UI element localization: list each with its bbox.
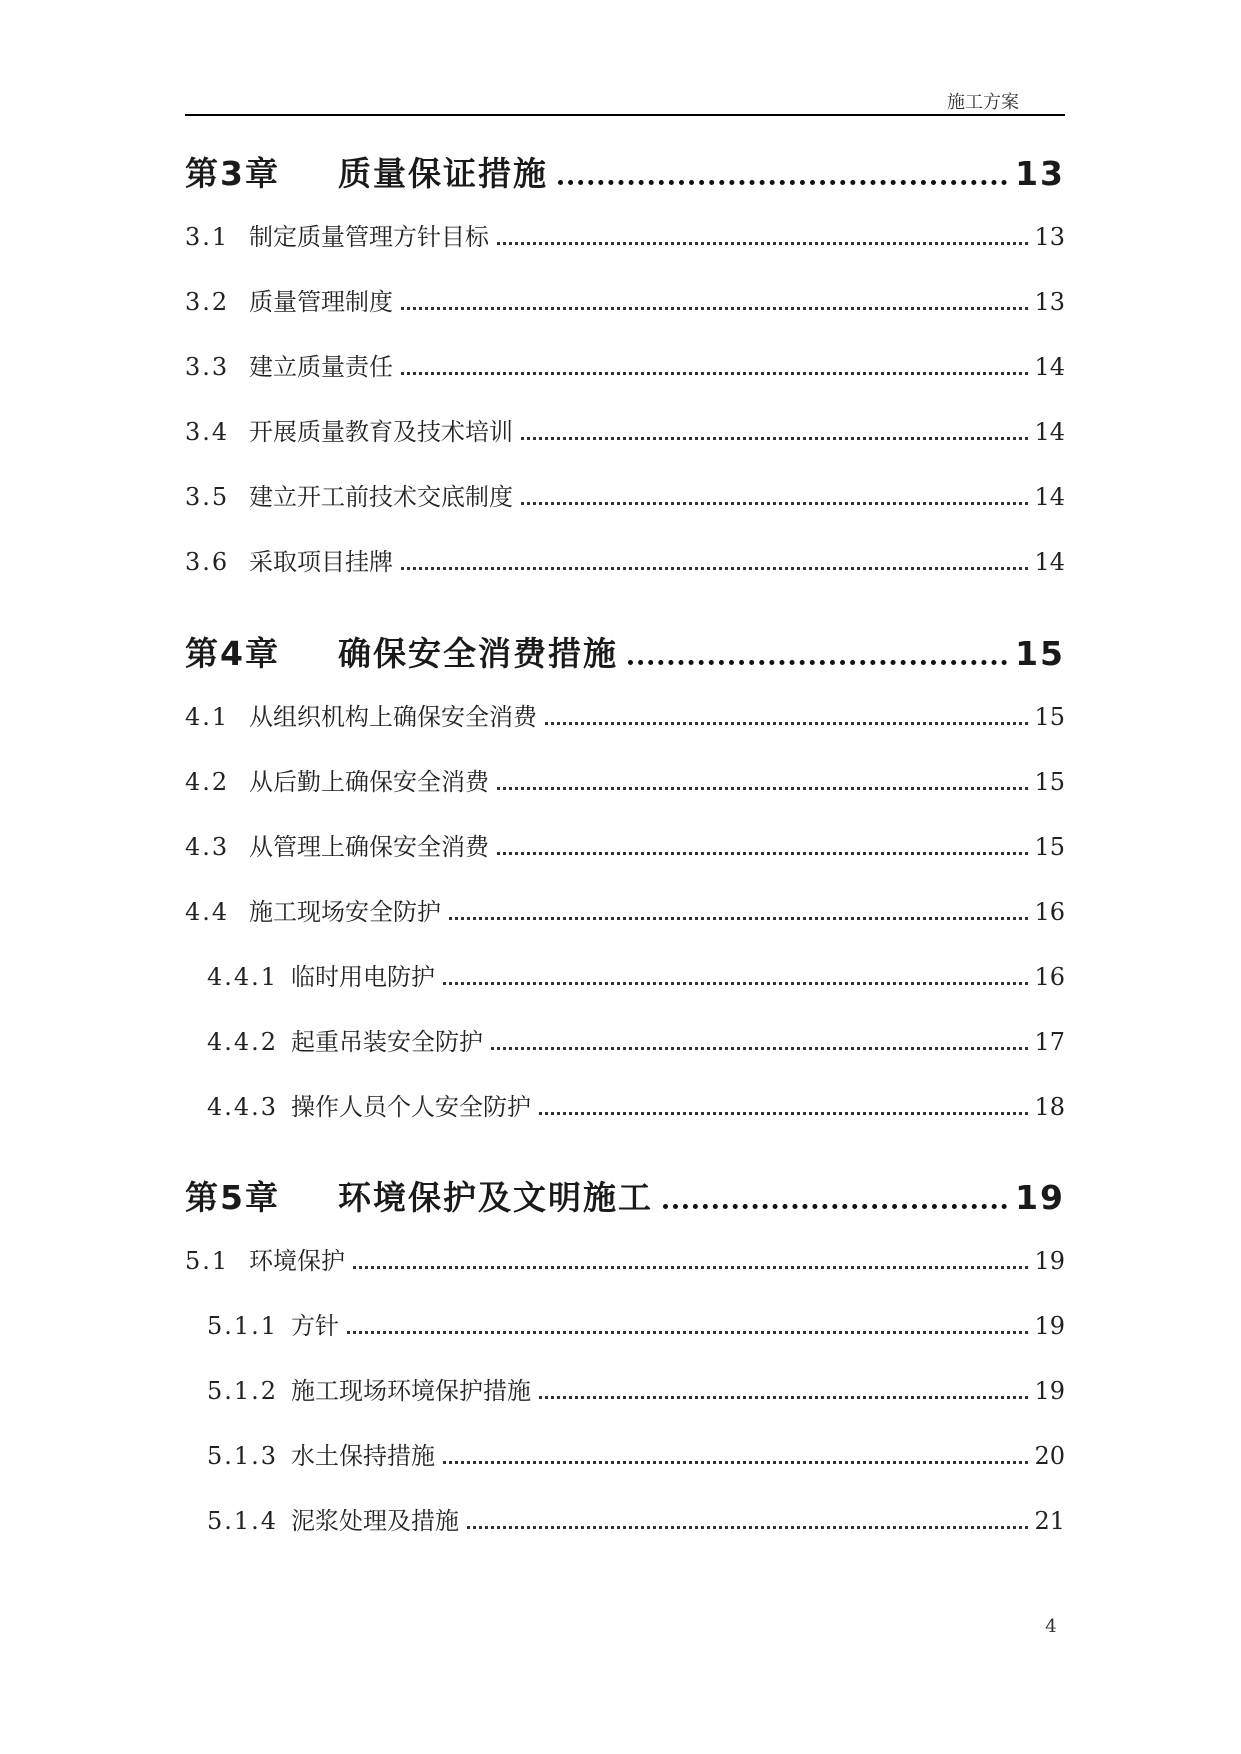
toc-section-3-4[interactable] — [185, 412, 1065, 447]
toc-title: 环境保护 — [249, 1247, 345, 1275]
toc-number: 3.4 — [185, 418, 230, 446]
toc-title: 施工现场环境保护措施 — [291, 1377, 531, 1405]
dot-leader — [497, 242, 1028, 245]
toc-page: 13 — [1034, 223, 1065, 251]
toc-title: 质量保证措施 — [337, 154, 548, 193]
toc-title: 确保安全消费措施 — [337, 634, 618, 673]
toc-number: 4.2 — [185, 768, 230, 796]
toc-number: 第4章 — [185, 634, 280, 673]
header-rule — [185, 114, 1065, 116]
toc-page: 14 — [1034, 353, 1065, 381]
dot-leader — [628, 660, 1007, 665]
toc-page: 19 — [1015, 1178, 1065, 1217]
toc-title: 从组织机构上确保安全消费 — [249, 703, 537, 731]
toc-title: 质量管理制度 — [249, 288, 393, 316]
toc-section-3-5[interactable] — [185, 477, 1065, 512]
toc-page: 13 — [1015, 154, 1065, 193]
toc-page: 15 — [1034, 833, 1065, 861]
toc-page: 14 — [1034, 548, 1065, 576]
dot-leader — [521, 437, 1028, 440]
toc-number: 4.4 — [185, 898, 230, 926]
toc-section-4-4[interactable] — [185, 892, 1065, 927]
toc-subsection-5-1-4[interactable] — [185, 1501, 1065, 1536]
dot-leader — [347, 1331, 1028, 1334]
toc-number: 5.1.4 — [207, 1507, 279, 1535]
toc-number: 第5章 — [185, 1178, 280, 1217]
toc-page: 16 — [1034, 963, 1065, 991]
toc-subsection-5-1-3[interactable] — [185, 1436, 1065, 1471]
dot-leader — [401, 372, 1028, 375]
toc-number: 5.1.2 — [207, 1377, 279, 1405]
toc-page: 21 — [1034, 1507, 1065, 1535]
toc-section-4-2[interactable] — [185, 762, 1065, 797]
toc-title: 建立质量责任 — [249, 353, 393, 381]
toc-subsection-4-4-1[interactable] — [185, 957, 1065, 992]
toc-subsection-4-4-3[interactable] — [185, 1087, 1065, 1122]
toc-chapter-3[interactable] — [185, 148, 1065, 195]
toc-page: 14 — [1034, 483, 1065, 511]
dot-leader — [539, 1112, 1028, 1115]
dot-leader — [401, 307, 1028, 310]
dot-leader — [449, 917, 1028, 920]
toc-title: 从后勤上确保安全消费 — [249, 768, 489, 796]
toc-section-3-1[interactable] — [185, 217, 1065, 252]
toc-page: 15 — [1034, 703, 1065, 731]
toc-section-4-1[interactable] — [185, 697, 1065, 732]
dot-leader — [401, 567, 1028, 570]
dot-leader — [497, 787, 1028, 790]
dot-leader — [545, 722, 1028, 725]
toc-subsection-4-4-2[interactable] — [185, 1022, 1065, 1057]
toc-number: 5.1.1 — [207, 1312, 279, 1340]
toc-title: 方针 — [291, 1312, 339, 1340]
toc-title: 采取项目挂牌 — [249, 548, 393, 576]
page-number: 4 — [1045, 1616, 1057, 1637]
toc-page: 13 — [1034, 288, 1065, 316]
toc-subsection-5-1-2[interactable] — [185, 1371, 1065, 1406]
toc-title: 环境保护及文明施工 — [337, 1178, 653, 1217]
toc-number: 3.6 — [185, 548, 230, 576]
toc-subsection-5-1-1[interactable] — [185, 1306, 1065, 1341]
dot-leader — [558, 180, 1007, 185]
toc-section-4-3[interactable] — [185, 827, 1065, 862]
toc-number: 第3章 — [185, 154, 280, 193]
toc-number: 5.1 — [185, 1247, 230, 1275]
toc-number: 4.4.1 — [207, 963, 279, 991]
toc-number: 3.1 — [185, 223, 230, 251]
toc-section-3-3[interactable] — [185, 347, 1065, 382]
toc-title: 泥浆处理及措施 — [291, 1507, 459, 1535]
toc-number: 4.1 — [185, 703, 230, 731]
toc-number: 4.4.3 — [207, 1093, 279, 1121]
toc-page: 16 — [1034, 898, 1065, 926]
dot-leader — [663, 1204, 1007, 1209]
toc-title: 临时用电防护 — [291, 963, 435, 991]
toc-title: 起重吊装安全防护 — [291, 1028, 483, 1056]
toc-page: 19 — [1034, 1247, 1065, 1275]
toc-section-3-6[interactable] — [185, 542, 1065, 577]
dot-leader — [443, 1461, 1028, 1464]
toc-number: 4.3 — [185, 833, 230, 861]
toc-title: 制定质量管理方针目标 — [249, 223, 489, 251]
toc-page: 14 — [1034, 418, 1065, 446]
toc-section-3-2[interactable] — [185, 282, 1065, 317]
toc-title: 从管理上确保安全消费 — [249, 833, 489, 861]
dot-leader — [443, 982, 1028, 985]
toc-number: 5.1.3 — [207, 1442, 279, 1470]
dot-leader — [539, 1396, 1028, 1399]
toc-title: 建立开工前技术交底制度 — [249, 483, 513, 511]
toc-title: 水土保持措施 — [291, 1442, 435, 1470]
toc-number: 3.2 — [185, 288, 230, 316]
toc-title: 施工现场安全防护 — [249, 898, 441, 926]
toc-number: 3.5 — [185, 483, 230, 511]
toc-page: 18 — [1034, 1093, 1065, 1121]
dot-leader — [353, 1266, 1028, 1269]
dot-leader — [497, 852, 1028, 855]
dot-leader — [491, 1047, 1028, 1050]
header-title: 施工方案 — [947, 92, 1019, 113]
toc-title: 操作人员个人安全防护 — [291, 1093, 531, 1121]
toc-number: 3.3 — [185, 353, 230, 381]
toc-chapter-5[interactable] — [185, 1172, 1065, 1219]
toc-page: 19 — [1034, 1377, 1065, 1405]
toc-page: 19 — [1034, 1312, 1065, 1340]
toc-number: 4.4.2 — [207, 1028, 279, 1056]
dot-leader — [521, 502, 1028, 505]
toc-page: 15 — [1034, 768, 1065, 796]
dot-leader — [467, 1526, 1028, 1529]
toc-page: 15 — [1015, 634, 1065, 673]
toc-chapter-4[interactable] — [185, 628, 1065, 675]
toc-title: 开展质量教育及技术培训 — [249, 418, 513, 446]
toc-page: 17 — [1034, 1028, 1065, 1056]
toc-section-5-1[interactable] — [185, 1241, 1065, 1276]
toc-page: 20 — [1034, 1442, 1065, 1470]
